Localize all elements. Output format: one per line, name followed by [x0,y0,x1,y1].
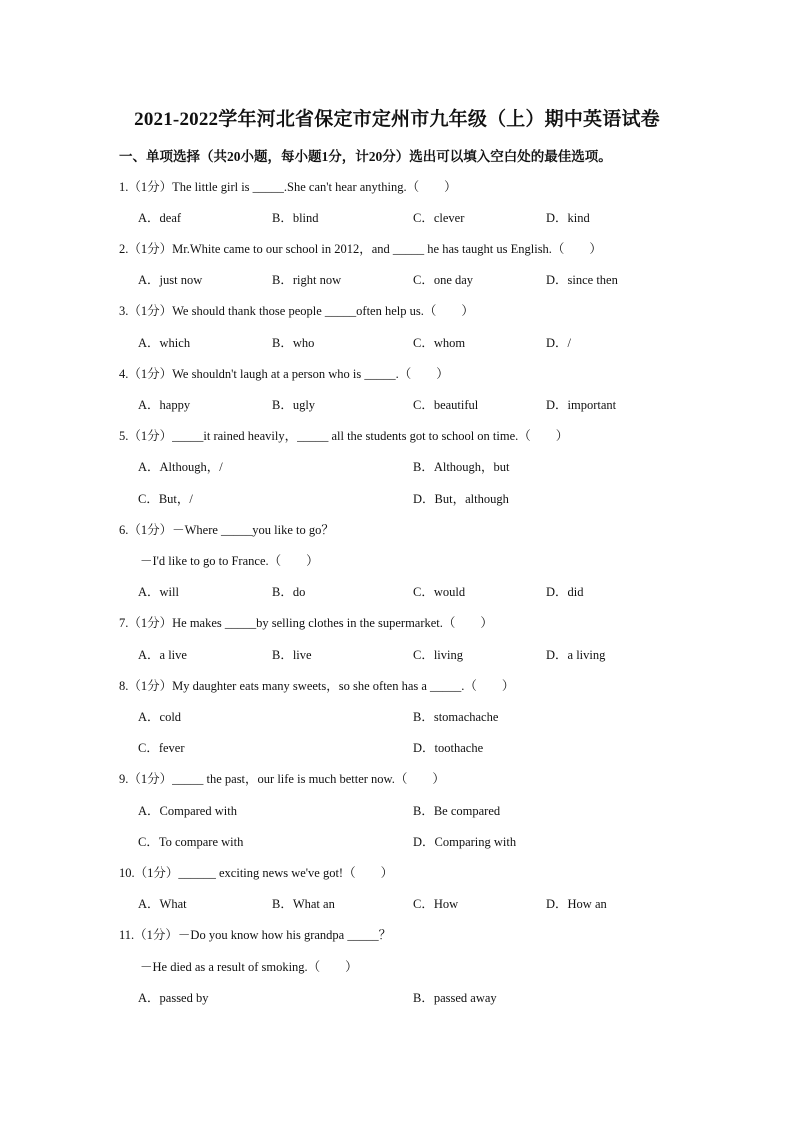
q2-option-a[interactable]: A．just now [138,273,203,287]
q4-option-b[interactable]: B．ugly [272,398,316,412]
q7-option-d[interactable]: D．a living [546,648,606,662]
q10-option-d[interactable]: D．How an [546,897,607,911]
q10-option-c[interactable]: C．How [413,897,459,911]
q1-option-b[interactable]: B．blind [272,211,319,225]
q5-option-d[interactable]: D．But，although [413,492,509,506]
q10-option-a[interactable]: A．What [138,897,187,911]
question-9: 9.（1分）_____ the past，our life is much better now.（ ） [119,772,445,786]
q7-option-c[interactable]: C．living [413,648,464,662]
q4-option-a[interactable]: A．happy [138,398,191,412]
q6-option-b[interactable]: B．do [272,585,306,599]
q8-option-c[interactable]: C．fever [138,741,185,755]
q3-option-c[interactable]: C．whom [413,336,466,350]
q1-option-d[interactable]: D．kind [546,211,590,225]
q7-option-a[interactable]: A．a live [138,648,187,662]
question-4: 4.（1分）We shouldn't laugh at a person who is _____.（ ） [119,367,449,381]
q9-option-a[interactable]: A．Compared with [138,804,237,818]
q6-option-c[interactable]: C．would [413,585,466,599]
q8-option-d[interactable]: D．toothache [413,741,484,755]
q8-option-a[interactable]: A．cold [138,710,182,724]
q9-option-b[interactable]: B．Be compared [413,804,501,818]
question-1: 1.（1分）The little girl is _____.She can't hear anything.（ ） [119,180,457,194]
q5-option-a[interactable]: A．Although，/ [138,460,223,474]
question-10: 10.（1分）______ exciting news we've got!（ ） [119,866,394,880]
q7-option-b[interactable]: B．live [272,648,312,662]
question-3: 3.（1分）We should thank those people _____often help us.（ ） [119,304,474,318]
q3-option-b[interactable]: B．who [272,336,315,350]
question-11-reply: －He died as a result of smoking.（ ） [140,960,358,974]
q11-option-a[interactable]: A．passed by [138,991,209,1005]
q8-option-b[interactable]: B．stomachache [413,710,499,724]
q2-option-d[interactable]: D．since then [546,273,618,287]
question-6-reply: －I'd like to go to France.（ ） [140,554,319,568]
q9-option-d[interactable]: D．Comparing with [413,835,517,849]
q6-option-d[interactable]: D．did [546,585,584,599]
q9-option-c[interactable]: C．To compare with [138,835,244,849]
q2-option-c[interactable]: C．one day [413,273,474,287]
q3-option-a[interactable]: A．which [138,336,191,350]
q6-option-a[interactable]: A．will [138,585,179,599]
question-8: 8.（1分）My daughter eats many sweets，so she often has a _____.（ ） [119,679,515,693]
q5-option-b[interactable]: B．Although，but [413,460,510,474]
page-title: 2021-2022学年河北省保定市定州市九年级（上）期中英语试卷 [134,109,660,130]
question-5: 5.（1分）_____it rained heavily，_____ all the students got to school on time.（ ） [119,429,569,443]
question-2: 2.（1分）Mr.White came to our school in 2012，and _____ he has taught us English.（ ） [119,242,602,256]
q10-option-b[interactable]: B．What an [272,897,335,911]
question-6: 6.（1分）－Where _____you like to go？ [119,523,334,537]
question-11: 11.（1分）－Do you know how his grandpa _____？ [119,928,392,942]
q11-option-b[interactable]: B．passed away [413,991,497,1005]
section-heading: 一、单项选择（共20小题，每小题1分，计20分）选出可以填入空白处的最佳选项。 [119,149,612,164]
q5-option-c[interactable]: C．But，/ [138,492,193,506]
q4-option-d[interactable]: D．important [546,398,617,412]
q3-option-d[interactable]: D．/ [546,336,572,350]
q1-option-c[interactable]: C．clever [413,211,465,225]
q1-option-a[interactable]: A．deaf [138,211,182,225]
q4-option-c[interactable]: C．beautiful [413,398,479,412]
question-7: 7.（1分）He makes _____by selling clothes in the supermarket.（ ） [119,616,493,630]
q2-option-b[interactable]: B．right now [272,273,342,287]
